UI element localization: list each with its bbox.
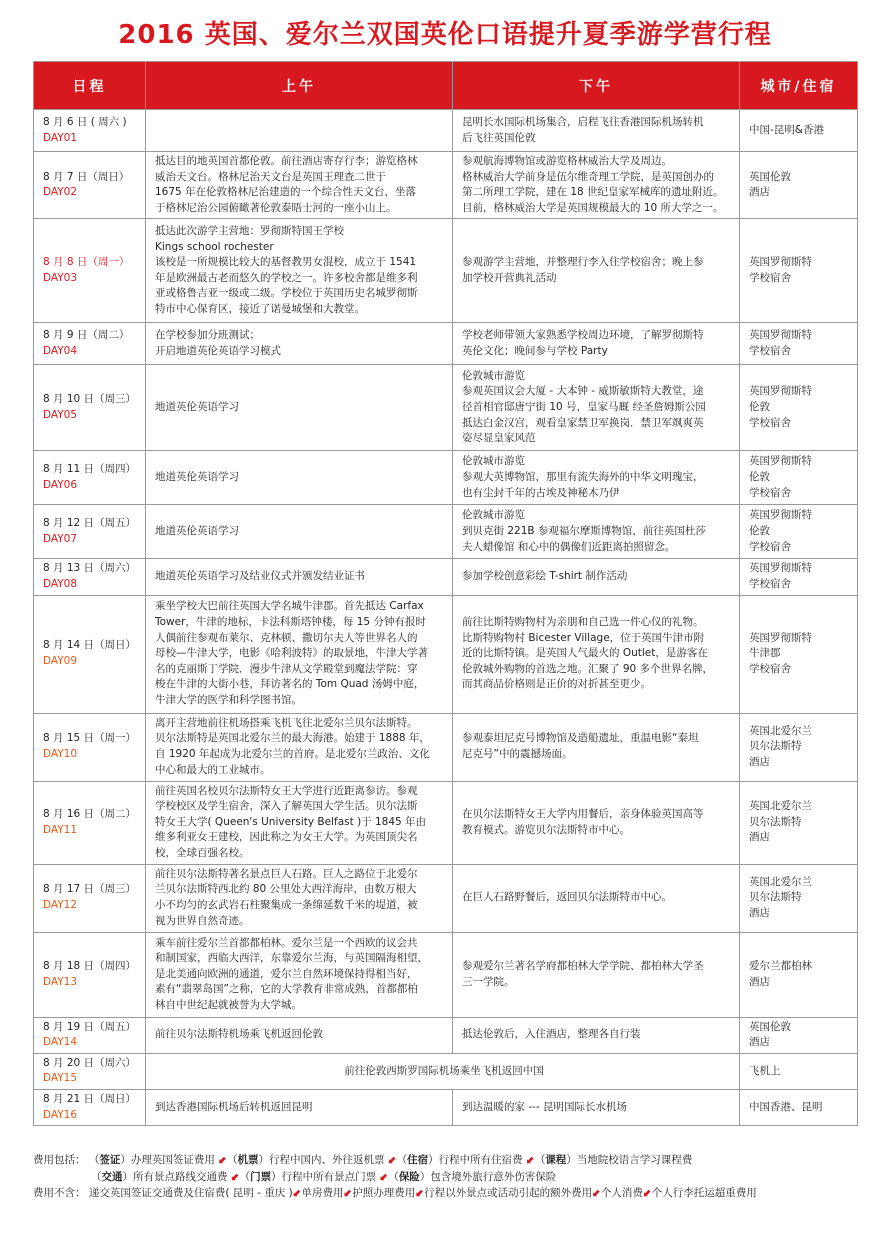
row-morning-cell: 到达香港国际机场后转机返回昆明	[146, 1089, 453, 1125]
fee-tag: 签证	[99, 1154, 121, 1166]
row-city-cell: 英国北爱尔兰 贝尔法斯特 酒店	[740, 713, 858, 781]
fees-included-line2: （交通）所有景点路线交通费 ⬋（门票）行程中所有景点门票 ⬋（保险）包含境外旅行意外伤害保险	[91, 1170, 557, 1183]
flag-icon: ⬋	[230, 1170, 240, 1183]
row-morning-cell: 地道英伦英语学习	[146, 365, 453, 451]
row-morning-cell: 前往贝尔法斯特著名景点巨人石路。巨人之路位于北爱尔 兰贝尔法斯特西北约 80 公里处大西洋海岸，由数万根大 小不均匀的玄武岩石柱聚集成一条绵延数千米的堤道，被 视为世界自然奇迹。	[146, 864, 453, 932]
row-afternoon-cell: 伦敦城市游览 参观大英博物馆，那里有流失海外的中华文明瑰宝， 也有尘封千年的古埃及神秘木乃伊	[453, 451, 740, 505]
row-city-cell: 英国罗彻斯特 伦敦 学校宿舍	[740, 365, 858, 451]
row-fullday-cell: 前往伦敦西斯罗国际机场乘坐飞机返回中国	[146, 1053, 740, 1089]
row-afternoon-cell: 参观泰坦尼克号博物馆及造船遗址，重温电影“泰坦 尼克号”中的震撼场面。	[453, 713, 740, 781]
row-afternoon-cell: 学校老师带领大家熟悉学校周边环境，了解罗彻斯特 英伦文化；晚间参与学校 Party	[453, 323, 740, 365]
fee-tag: 机票	[237, 1154, 259, 1166]
row-morning-cell: 前往英国名校贝尔法斯特女王大学进行近距离参访。参观 学校校区及学生宿舍，深入了解英国大学生活。贝尔法斯 特女王大学( Queen's University Belfast )于 1845 年由 维多利亚女王建校，因此称之为女王大学。为英国顶尖名 校，全球百强名校。	[146, 781, 453, 864]
row-afternoon-cell: 在贝尔法斯特女王大学内用餐后，亲身体验英国高等 教育模式。游览贝尔法斯特市中心。	[453, 781, 740, 864]
table-row	[34, 365, 858, 451]
row-date: 8 月 15 日（周一）	[43, 732, 137, 745]
row-date-cell	[34, 781, 146, 864]
table-row	[34, 323, 858, 365]
row-date-cell	[34, 323, 146, 365]
fee-text: 办理英国签证费用	[130, 1154, 215, 1166]
row-date-cell	[34, 932, 146, 1017]
row-morning-cell: 地道英伦英语学习	[146, 505, 453, 559]
row-morning-cell: 乘车前往爱尔兰首都都柏林。爱尔兰是一个西欧的议会共 和制国家，西临大西洋，东靠爱尔兰海，与英国隔海相望， 是北美通向欧洲的通道，爱尔兰自然环境保持得相当好， 素有“翡翠岛国”之称，它的大学教育非常成熟，首都都柏 林自中世纪起就被誉为大学城。	[146, 932, 453, 1017]
row-day-number: DAY08	[43, 577, 78, 590]
row-date: 8 月 7 日（周日）	[43, 170, 130, 183]
row-date: 8 月 8 日（周一）	[43, 256, 130, 269]
table-row	[34, 505, 858, 559]
row-date: 8 月 17 日（周三）	[43, 883, 137, 896]
row-morning-cell: 离开主营地前往机场搭乘飞机飞往北爱尔兰贝尔法斯特。 贝尔法斯特是英国北爱尔兰的最大海港。始建于 1888 年， 自 1920 年起成为北爱尔兰的首府。是北爱尔兰政治、文化 中心和最大的工业城市。	[146, 713, 453, 781]
row-day-number: DAY06	[43, 478, 78, 491]
table-row	[34, 152, 858, 219]
row-afternoon-cell: 参观爱尔兰著名学府都柏林大学学院、都柏林大学圣 三一学院。	[453, 932, 740, 1017]
row-day-number: DAY16	[43, 1108, 78, 1121]
table-header-row	[34, 62, 858, 110]
row-date: 8 月 14 日（周日）	[43, 639, 137, 652]
fee-text: 当地院校语言学习课程费	[576, 1154, 693, 1166]
row-morning-cell: 乘坐学校大巴前往英国大学名城牛津郡。首先抵达 Carfax Tower，牛津的地标，卡法科斯塔钟楼，每 15 分钟有报时 人偶前往参观布莱尔、克林顿、撒切尔夫人等世界名人的 母校—牛津大学，电影《哈利波特》的取景地，牛津大学著 名的克丽斯丁学院．漫步牛津从文学殿堂到魔法学院：穿 梭在牛津的大街小巷，拜访著名的 Tom Quad 汤姆中庭， 牛津大学的医学和科学图书馆。	[146, 595, 453, 713]
header-morning: 上午	[146, 62, 453, 110]
flag-icon: ⬋	[526, 1154, 535, 1166]
fees-included-label: 费用包括：	[33, 1154, 86, 1166]
row-day-number: DAY09	[43, 655, 78, 668]
fee-tag: 课程	[545, 1154, 567, 1166]
table-row	[34, 781, 858, 864]
row-date: 8 月 11 日（周四）	[43, 463, 137, 476]
header-date: 日程	[34, 62, 146, 110]
row-city-cell: 英国罗彻斯特 伦敦 学校宿舍	[740, 451, 858, 505]
row-morning-cell: 在学校参加分班测试； 开启地道英伦英语学习模式	[146, 323, 453, 365]
fees-excluded-line	[33, 1185, 863, 1202]
row-city-cell: 中国香港、昆明	[740, 1089, 858, 1125]
row-date-cell	[34, 595, 146, 713]
row-city-cell: 飞机上	[740, 1053, 858, 1089]
header-city: 城市/住宿	[740, 62, 858, 110]
fee-excluded-item: 个人消费	[600, 1187, 643, 1199]
row-date-cell	[34, 559, 146, 595]
row-date-cell	[34, 110, 146, 152]
row-morning-cell: 地道英伦英语学习及结业仪式并颁发结业证书	[146, 559, 453, 595]
row-afternoon-cell: 参加学校创意彩绘 T-shirt 制作活动	[453, 559, 740, 595]
row-city-cell: 英国伦敦 酒店	[740, 152, 858, 219]
row-city-cell: 英国罗彻斯特 学校宿舍	[740, 323, 858, 365]
table-row	[34, 1089, 858, 1125]
flag-icon: ⬋	[387, 1154, 397, 1166]
row-date: 8 月 12 日（周五）	[43, 517, 137, 530]
fee-excluded-item: 护照办理费用	[352, 1187, 416, 1199]
flag-icon: ⬋	[415, 1187, 425, 1199]
row-morning-cell: 前往贝尔法斯特机场乘飞机返回伦敦	[146, 1017, 453, 1053]
fee-text: 行程中国内、外往返机票	[269, 1154, 385, 1166]
row-city-cell: 英国罗彻斯特 学校宿舍	[740, 559, 858, 595]
row-date-cell	[34, 1089, 146, 1125]
fee-text: 行程中所有景点门票	[281, 1170, 377, 1183]
fee-text: 包含境外旅行意外伤害保险	[430, 1170, 557, 1183]
row-day-number: DAY14	[43, 1036, 78, 1049]
row-day-number: DAY05	[43, 408, 78, 421]
row-morning-cell: 地道英伦英语学习	[146, 451, 453, 505]
fees-included-line1: 费用包括： （签证）办理英国签证费用 ⬋（机票）行程中国内、外往返机票 ⬋（住宿）行程中所有住宿费 ⬋（课程）当地院校语言学习课程费	[33, 1154, 693, 1166]
row-date-cell	[34, 864, 146, 932]
row-date-cell	[34, 1017, 146, 1053]
flag-icon: ⬋	[343, 1187, 353, 1199]
flag-icon: ⬋	[642, 1187, 652, 1199]
table-row	[34, 595, 858, 713]
row-date-cell	[34, 219, 146, 323]
fee-text: 行程中所有住宿费	[438, 1154, 523, 1166]
row-date-cell	[34, 505, 146, 559]
table-row	[34, 219, 858, 323]
fee-tag: 门票	[250, 1170, 272, 1183]
row-date-cell	[34, 713, 146, 781]
fee-text: 所有景点路线交通费	[133, 1170, 228, 1183]
row-afternoon-cell: 伦敦城市游览 到贝克街 221B 参观福尔摩斯博物馆，前往英国杜莎 夫人蜡像馆 和心中的偶像们近距离拍照留念。	[453, 505, 740, 559]
fee-excluded-item: 递交英国签证交通费及住宿费( 昆明 - 重庆 )	[88, 1187, 293, 1199]
flag-icon: ⬋	[292, 1187, 302, 1199]
row-date-cell	[34, 152, 146, 219]
row-day-number: DAY15	[43, 1072, 78, 1085]
row-date-cell	[34, 1053, 146, 1089]
fee-excluded-item: 个人行李托运超重费用	[651, 1187, 757, 1199]
fee-tag: 保险	[398, 1170, 420, 1183]
row-afternoon-cell: 参观游学主营地，并整理行李入住学校宿舍；晚上参 加学校开营典礼活动	[453, 219, 740, 323]
row-afternoon-cell: 参观航海博物馆或游览格林威治大学及周边。 格林威治大学前身是伍尔维奇理工学院，是英国创办的 第二所理工学院，建在 18 世纪皇家军械库的遗址附近。 目前，格林威治大学是英国规模最大的 10 所大学之一。	[453, 152, 740, 219]
row-day-number: DAY07	[43, 532, 78, 545]
row-date: 8 月 21 日（周日）	[43, 1092, 137, 1105]
fee-tag: 交通	[101, 1170, 123, 1183]
row-afternoon-cell: 到达温暖的家 --- 昆明国际长水机场	[453, 1089, 740, 1125]
flag-icon: ⬋	[218, 1154, 227, 1166]
page-title: 2016 英国、爱尔兰双国英伦口语提升夏季游学营行程	[118, 20, 772, 50]
row-date: 8 月 6 日 ( 周六 )	[43, 115, 127, 128]
row-date: 8 月 9 日（周二）	[43, 329, 130, 342]
row-morning-cell: 抵达此次游学主营地：罗彻斯特国王学校 Kings school rochester 该校是一所规模比较大的基督教男女混校，成立于 1541 年是欧洲最古老而悠久的学校之一。许多校舍都是维多利 亚或格鲁吉亚一级或二级。学校位于英国历史名城罗彻斯 特市中心保育区，接近了诺曼城堡和大教堂。	[146, 219, 453, 323]
row-day-number: DAY11	[43, 823, 78, 836]
row-day-number: DAY12	[43, 899, 78, 912]
row-date: 8 月 10 日（周三）	[43, 393, 137, 406]
fee-excluded-item: 单房费用	[301, 1187, 344, 1199]
row-city-cell: 中国-昆明&香港	[740, 110, 858, 152]
row-morning-cell: 抵达目的地英国首都伦敦。前往酒店寄存行李；游览格林 威治天文台。格林尼治天文台是英国王理查二世于 1675 年在伦敦格林尼治建造的一个综合性天文台，坐落 于格林尼治公园俯瞰著伦敦泰晤士河的一座小山上。	[146, 152, 453, 219]
row-date: 8 月 19 日（周五）	[43, 1020, 137, 1033]
row-afternoon-cell: 抵达伦敦后，入住酒店，整理各自行装	[453, 1017, 740, 1053]
table-row	[34, 1017, 858, 1053]
row-date-cell	[34, 365, 146, 451]
row-day-number: DAY03	[43, 271, 78, 284]
row-day-number: DAY13	[43, 975, 78, 988]
table-row	[34, 1053, 858, 1089]
row-city-cell: 英国北爱尔兰 贝尔法斯特 酒店	[740, 864, 858, 932]
row-afternoon-cell: 昆明长水国际机场集合，启程飞往香港国际机场转机 后飞往英国伦敦	[453, 110, 740, 152]
row-date: 8 月 20 日（周六）	[43, 1056, 137, 1069]
row-morning-cell	[146, 110, 453, 152]
fees-excluded-label: 费用不含：	[33, 1187, 86, 1199]
itinerary-table	[33, 61, 858, 1126]
row-afternoon-cell: 在巨人石路野餐后，返回贝尔法斯特市中心。	[453, 864, 740, 932]
row-city-cell: 英国罗彻斯特 学校宿舍	[740, 219, 858, 323]
table-row	[34, 713, 858, 781]
row-day-number: DAY01	[43, 131, 78, 144]
row-date-cell	[34, 451, 146, 505]
table-row	[34, 932, 858, 1017]
row-day-number: DAY02	[43, 186, 78, 199]
flag-icon: ⬋	[379, 1170, 389, 1183]
fee-excluded-item: 行程以外景点或活动引起的额外费用	[424, 1187, 593, 1199]
table-row	[34, 451, 858, 505]
table-row	[34, 559, 858, 595]
row-city-cell: 英国罗彻斯特 牛津郡 学校宿舍	[740, 595, 858, 713]
table-row	[34, 110, 858, 152]
row-city-cell: 英国北爱尔兰 贝尔法斯特 酒店	[740, 781, 858, 864]
row-afternoon-cell: 伦敦城市游览 参观英国议会大厦 - 大本钟 - 威斯敏斯特大教堂，途 径首相官邸唐宁街 10 号，皇家马厩 经圣詹姆斯公园 抵达白金汉宫，观看皇家禁卫军换岗．禁卫军飒爽英 姿尽显皇家风范	[453, 365, 740, 451]
fee-tag: 住宿	[407, 1154, 429, 1166]
row-afternoon-cell: 前往比斯特购物村为亲朋和自己选一件心仪的礼物。 比斯特购物村 Bicester Village，位于英国牛津市附 近的比斯特镇。是英国人气最火的 Outlet，是游客在 伦敦城外购物的首选之地。汇聚了 90 多个世界名牌， 而其商品价格则是正价的对折甚至更少。	[453, 595, 740, 713]
row-day-number: DAY10	[43, 748, 78, 761]
row-city-cell: 英国罗彻斯特 伦敦 学校宿舍	[740, 505, 858, 559]
fee-notes	[33, 1152, 863, 1202]
row-date: 8 月 13 日（周六）	[43, 562, 137, 575]
row-date: 8 月 18 日（周四）	[43, 959, 137, 972]
row-day-number: DAY04	[43, 344, 78, 357]
flag-icon: ⬋	[592, 1187, 601, 1199]
header-afternoon: 下午	[453, 62, 740, 110]
row-date: 8 月 16 日（周二）	[43, 807, 137, 820]
row-city-cell: 爱尔兰都柏林 酒店	[740, 932, 858, 1017]
row-city-cell: 英国伦敦 酒店	[740, 1017, 858, 1053]
table-row	[34, 864, 858, 932]
